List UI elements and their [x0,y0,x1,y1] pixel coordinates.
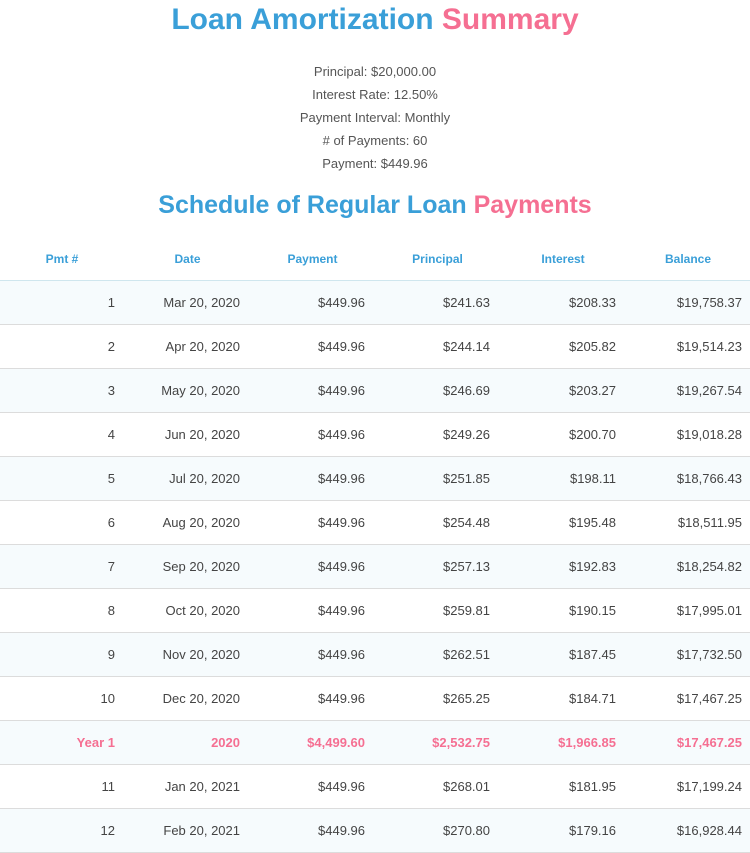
cell-payment: $449.96 [318,779,365,794]
cell-date: 2020 [211,735,240,750]
cell-pmt-number: 2 [107,339,115,354]
cell-pmt-number: 4 [107,427,115,442]
cell-pmt-number: 6 [107,515,115,530]
cell-pmt-number: Year 1 [76,735,115,750]
cell-interest: $1,966.85 [558,735,616,750]
page-title-part2: Summary [441,3,579,36]
header-date: Date [174,251,201,266]
cell-principal: $270.80 [443,823,490,838]
cell-interest: $208.33 [569,295,616,310]
cell-interest: $205.82 [569,339,616,354]
cell-principal: $265.25 [443,691,490,706]
cell-pmt-number: 12 [100,823,115,838]
table-header-row [0,237,750,281]
cell-payment: $449.96 [318,295,365,310]
cell-balance: $19,514.23 [676,339,742,354]
cell-payment: $4,499.60 [307,735,365,750]
cell-principal: $249.26 [443,427,490,442]
cell-pmt-number: 3 [107,383,115,398]
page-title [0,0,750,42]
cell-date: Mar 20, 2020 [163,295,240,310]
summary-principal: Principal: $20,000.00 [313,64,437,79]
cell-payment: $449.96 [318,647,365,662]
cell-payment: $449.96 [318,691,365,706]
table-row [0,809,750,853]
cell-pmt-number: 10 [100,691,115,706]
cell-pmt-number: 9 [107,647,115,662]
cell-principal: $262.51 [443,647,490,662]
cell-date: Jun 20, 2020 [164,427,240,442]
cell-balance: $19,018.28 [676,427,742,442]
cell-date: Jan 20, 2021 [164,779,240,794]
cell-principal: $246.69 [443,383,490,398]
cell-interest: $195.48 [569,515,616,530]
cell-payment: $449.96 [318,823,365,838]
year-summary-row [0,721,750,765]
table-row [0,413,750,457]
cell-balance: $17,995.01 [676,603,742,618]
cell-interest: $192.83 [569,559,616,574]
cell-date: Dec 20, 2020 [162,691,240,706]
summary-num-payments: # of Payments: 60 [322,133,428,148]
cell-payment: $449.96 [318,515,365,530]
cell-interest: $181.95 [569,779,616,794]
cell-interest: $184.71 [569,691,616,706]
cell-payment: $449.96 [318,471,365,486]
amortization-table [0,237,750,853]
cell-balance: $18,511.95 [677,515,742,530]
header-balance: Balance [664,251,712,266]
cell-principal: $259.81 [443,603,490,618]
cell-payment: $449.96 [318,339,365,354]
cell-pmt-number: 5 [107,471,115,486]
summary-interest-rate: Interest Rate: 12.50% [312,87,438,102]
loan-summary [0,60,750,175]
table-row [0,633,750,677]
cell-balance: $17,199.24 [676,779,742,794]
cell-balance: $18,766.43 [676,471,742,486]
header-principal: Principal [412,251,463,266]
summary-payment-interval: Payment Interval: Monthly [299,110,451,125]
cell-principal: $257.13 [443,559,490,574]
table-row [0,545,750,589]
cell-date: Feb 20, 2021 [163,823,240,838]
cell-date: Oct 20, 2020 [165,603,240,618]
cell-balance: $17,732.50 [676,647,742,662]
table-row [0,457,750,501]
cell-pmt-number: 8 [107,603,115,618]
cell-pmt-number: 1 [107,295,115,310]
table-body [0,281,750,853]
cell-principal: $241.63 [443,295,490,310]
cell-principal: $254.48 [443,515,490,530]
summary-payment: Payment: $449.96 [322,156,428,171]
table-row [0,501,750,545]
cell-interest: $200.70 [569,427,616,442]
table-row [0,281,750,325]
cell-principal: $251.85 [443,471,490,486]
cell-interest: $179.16 [569,823,616,838]
cell-interest: $190.15 [569,603,616,618]
cell-interest: $187.45 [569,647,616,662]
cell-date: Jul 20, 2020 [169,471,240,486]
table-row [0,765,750,809]
cell-payment: $449.96 [318,427,365,442]
cell-pmt-number: 11 [101,779,115,794]
cell-date: Apr 20, 2020 [165,339,240,354]
cell-balance: $19,758.37 [676,295,742,310]
cell-date: Aug 20, 2020 [162,515,240,530]
cell-balance: $19,267.54 [676,383,742,398]
cell-balance: $17,467.25 [676,735,742,750]
cell-payment: $449.96 [318,383,365,398]
header-pmt-number: Pmt # [45,251,79,266]
table-row [0,677,750,721]
cell-principal: $268.01 [443,779,490,794]
cell-balance: $16,928.44 [676,823,742,838]
cell-date: Nov 20, 2020 [162,647,240,662]
cell-interest: $203.27 [569,383,616,398]
cell-principal: $2,532.75 [432,735,490,750]
page-title-part1: Loan Amortization [171,3,434,36]
cell-payment: $449.96 [318,603,365,618]
table-row [0,589,750,633]
cell-pmt-number: 7 [107,559,115,574]
cell-date: Sep 20, 2020 [162,559,240,574]
cell-interest: $198.11 [569,471,616,486]
cell-balance: $18,254.82 [676,559,742,574]
header-payment: Payment [287,251,338,266]
cell-principal: $244.14 [443,339,490,354]
cell-date: May 20, 2020 [161,383,240,398]
schedule-title-part2: Payments [473,191,592,219]
cell-balance: $17,467.25 [676,691,742,706]
table-row [0,325,750,369]
header-interest: Interest [541,251,585,266]
cell-payment: $449.96 [318,559,365,574]
table-row [0,369,750,413]
schedule-title-part1: Schedule of Regular Loan [158,191,467,219]
schedule-title [0,190,750,224]
